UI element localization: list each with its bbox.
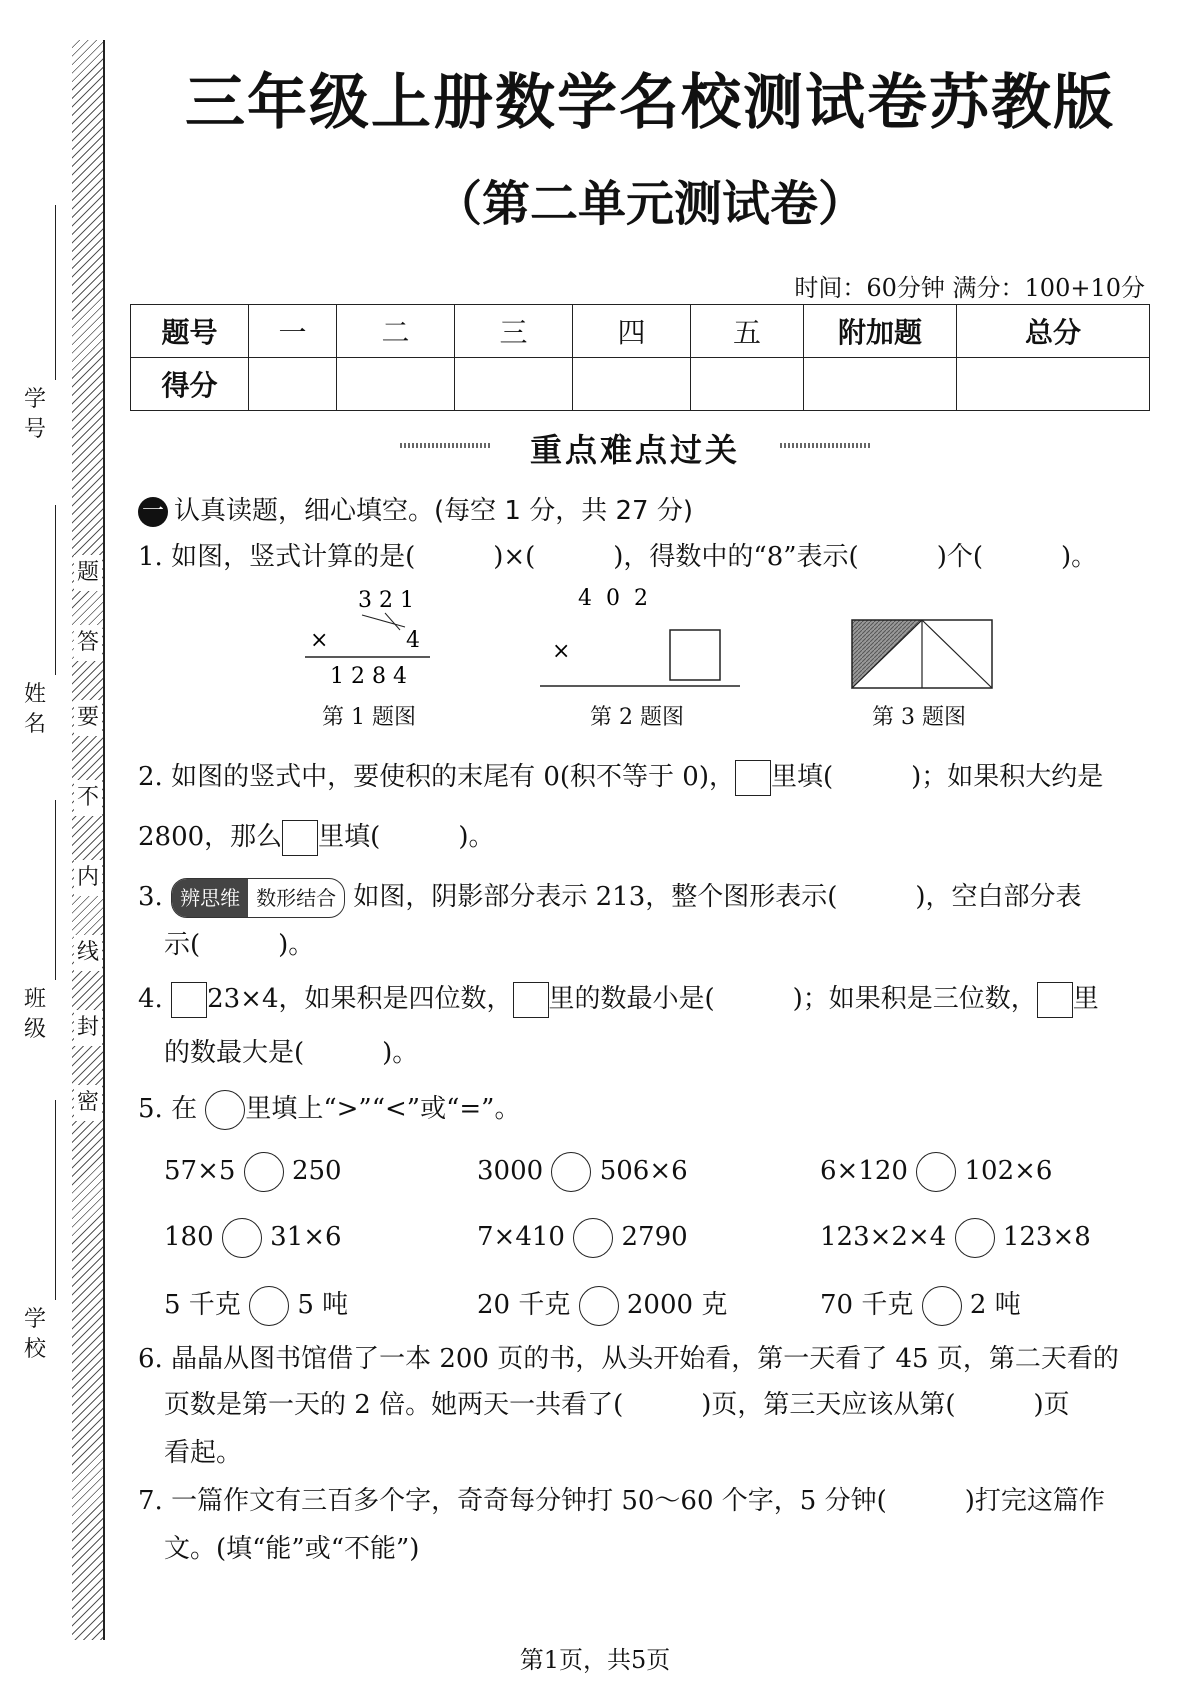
q5-circle-sample — [205, 1090, 245, 1130]
q3-tag-light: 数形结合 — [256, 886, 337, 910]
school-label: 学校 — [23, 1307, 46, 1362]
score-table — [130, 304, 1150, 411]
figure-1-vertical-multiplication — [300, 585, 440, 690]
figure-3-shape-diagram — [850, 618, 995, 693]
cmp-left: 5 千克 — [164, 1290, 241, 1320]
q3-text: 如图，阴影部分表示 213，整个图形表示( )，空白部分表 — [353, 882, 1082, 912]
score-cell: 二 — [337, 305, 455, 358]
score-cell: 附加题 — [804, 305, 957, 358]
q2-text: 里填( )。 — [318, 822, 495, 852]
score-value-row — [131, 358, 1150, 411]
figure-3-caption: 第 3 题图 — [872, 705, 966, 730]
cmp-right: 2000 克 — [626, 1290, 728, 1320]
seal-char: 不 — [74, 780, 102, 816]
question-3-line-2: 示( )。 — [164, 930, 315, 960]
q2-blank-box[interactable] — [735, 760, 771, 796]
class-label: 班级 — [23, 987, 46, 1042]
fig1-multiplier: 4 — [406, 628, 420, 653]
comparison-item — [164, 1152, 342, 1192]
score-header-row — [131, 305, 1150, 358]
banner-right-decoration — [780, 443, 870, 448]
cmp-answer-circle[interactable] — [916, 1152, 956, 1192]
figure-1-caption: 第 1 题图 — [322, 705, 416, 730]
seal-char: 答 — [74, 625, 102, 661]
cmp-left: 180 — [164, 1222, 214, 1252]
fig3-diagonal — [922, 620, 992, 688]
score-input-cell[interactable] — [804, 358, 957, 411]
figure-2-vertical-multiplication — [540, 580, 760, 690]
score-cell: 四 — [573, 305, 691, 358]
question-2-line-2 — [138, 820, 494, 856]
part-heading-text: 认真读题，细心填空。(每空 1 分，共 27 分) — [174, 496, 693, 526]
cmp-right: 5 吨 — [297, 1290, 349, 1320]
fig1-times-sign: × — [310, 628, 329, 653]
cmp-right: 31×6 — [270, 1222, 342, 1252]
part-one-heading — [138, 490, 693, 527]
fig1-arrow-line — [385, 613, 400, 630]
question-4-line-1 — [138, 982, 1099, 1018]
score-cell: 总分 — [957, 305, 1150, 358]
seal-char: 题 — [74, 555, 102, 591]
cmp-right: 102×6 — [964, 1156, 1053, 1186]
q3-tag — [171, 878, 345, 918]
cmp-answer-circle[interactable] — [579, 1286, 619, 1326]
cmp-left: 70 千克 — [820, 1290, 914, 1320]
page-footer: 第1页，共5页 — [519, 1646, 671, 1674]
fig1-multiplicand: 3 2 1 — [358, 588, 414, 613]
binding-margin — [0, 0, 110, 1682]
cmp-left: 6×120 — [820, 1156, 908, 1186]
seal-char: 密 — [74, 1085, 102, 1121]
time-score-info: 时间：60分钟 满分：100+10分 — [794, 274, 1145, 302]
seal-line-hatch — [72, 40, 104, 1640]
cmp-left: 20 千克 — [477, 1290, 571, 1320]
name-line — [55, 505, 56, 675]
q4-text: 里的数最小是( )；如果积是三位数， — [548, 984, 1037, 1014]
cmp-right: 506×6 — [599, 1156, 688, 1186]
fig2-multiplicand: 4 0 2 — [578, 586, 648, 611]
cmp-right: 2 吨 — [969, 1290, 1021, 1320]
comparison-item — [820, 1284, 1021, 1326]
cmp-answer-circle[interactable] — [551, 1152, 591, 1192]
student-id-label: 学号 — [23, 387, 46, 442]
comparison-item — [820, 1218, 1091, 1258]
cmp-answer-circle[interactable] — [244, 1152, 284, 1192]
q2-text: 里填( )；如果积大约是 — [770, 762, 1104, 792]
question-7-line-2: 文。(填“能”或“不能”) — [164, 1534, 420, 1564]
question-7-line-1: 7. 一篇作文有三百多个字，奇奇每分钟打 50～60 个字，5 分钟( )打完这篇作 — [138, 1486, 1105, 1516]
comparison-item — [820, 1152, 1052, 1192]
figure-2-caption: 第 2 题图 — [590, 705, 684, 730]
student-id-line — [55, 205, 56, 380]
fig2-blank-box[interactable] — [670, 630, 720, 680]
cmp-right: 2790 — [621, 1222, 688, 1252]
banner-left-decoration — [400, 443, 490, 448]
page-subtitle: （第二单元测试卷） — [433, 176, 866, 232]
question-6-line-3: 看起。 — [164, 1438, 243, 1468]
score-cell: 题号 — [131, 305, 249, 358]
score-input-cell[interactable] — [573, 358, 691, 411]
question-2-line-1 — [138, 760, 1103, 796]
school-line — [55, 1100, 56, 1300]
q3-number: 3. — [138, 882, 163, 912]
cmp-answer-circle[interactable] — [922, 1286, 962, 1326]
class-line — [55, 800, 56, 980]
cmp-answer-circle[interactable] — [573, 1218, 613, 1258]
cmp-right: 250 — [291, 1156, 342, 1186]
comparison-item — [164, 1284, 348, 1326]
q4-blank-box[interactable] — [513, 982, 549, 1018]
seal-char: 内 — [74, 860, 102, 896]
comparison-item — [164, 1218, 342, 1258]
q2-text: 2800，那么 — [138, 822, 283, 852]
comparison-item — [477, 1152, 688, 1192]
cmp-left: 7×410 — [477, 1222, 565, 1252]
question-3-line-1 — [138, 878, 1082, 918]
cmp-left: 57×5 — [164, 1156, 236, 1186]
seal-char: 要 — [74, 700, 102, 736]
score-cell: 三 — [455, 305, 573, 358]
section-banner-text: 重点难点过关 — [529, 431, 740, 469]
name-label: 姓名 — [23, 682, 46, 737]
comparison-item — [477, 1284, 727, 1326]
score-input-cell[interactable] — [691, 358, 804, 411]
q5-text: 里填上“>”“<”或“=”。 — [245, 1094, 521, 1124]
q2-text: 2. 如图的竖式中，要使积的末尾有 0(积不等于 0)， — [138, 762, 735, 792]
q4-number: 4. — [138, 984, 163, 1014]
page-title: 三年级上册数学名校测试卷苏教版 — [185, 68, 1115, 138]
cmp-left: 3000 — [477, 1156, 544, 1186]
question-6-line-1: 6. 晶晶从图书馆借了一本 200 页的书，从头开始看，第一天看了 45 页，第二天看的 — [138, 1344, 1119, 1374]
cmp-left: 123×2×4 — [820, 1222, 947, 1252]
question-4-line-2: 的数最大是( )。 — [164, 1038, 419, 1068]
score-cell: 五 — [691, 305, 804, 358]
fig2-times-sign: × — [552, 639, 571, 664]
score-cell: 一 — [249, 305, 337, 358]
seal-line-border — [103, 40, 105, 1640]
question-5 — [138, 1090, 520, 1130]
section-banner — [400, 425, 870, 469]
question-6-line-2: 页数是第一天的 2 倍。她两天一共看了( )页，第三天应该从第( )页 — [164, 1390, 1070, 1420]
score-input-cell[interactable] — [957, 358, 1150, 411]
cmp-answer-circle[interactable] — [955, 1218, 995, 1258]
cmp-right: 123×8 — [1002, 1222, 1091, 1252]
fig1-product: 1 2 8 4 — [330, 664, 407, 689]
score-row-label: 得分 — [131, 358, 249, 411]
q4-text: 23×4，如果积是四位数， — [207, 984, 513, 1014]
fig1-arrow-line — [362, 615, 405, 627]
cmp-answer-circle[interactable] — [249, 1286, 289, 1326]
question-1: 1. 如图，竖式计算的是( )×( )，得数中的“8”表示( )个( )。 — [138, 542, 1098, 572]
seal-char: 线 — [74, 935, 102, 971]
q4-blank-box[interactable] — [1037, 982, 1073, 1018]
q5-text: 5. 在 — [138, 1094, 198, 1124]
score-input-cell[interactable] — [455, 358, 573, 411]
score-input-cell[interactable] — [337, 358, 455, 411]
seal-char: 封 — [74, 1010, 102, 1046]
comparison-item — [477, 1218, 688, 1258]
q4-text: 里 — [1072, 984, 1099, 1014]
cmp-answer-circle[interactable] — [222, 1218, 262, 1258]
q2-blank-box[interactable] — [282, 820, 318, 856]
score-input-cell[interactable] — [249, 358, 337, 411]
q3-tag-dark: 辨思维 — [172, 879, 248, 917]
part-number-badge: 一 — [138, 497, 168, 527]
q4-blank-box[interactable] — [171, 982, 207, 1018]
